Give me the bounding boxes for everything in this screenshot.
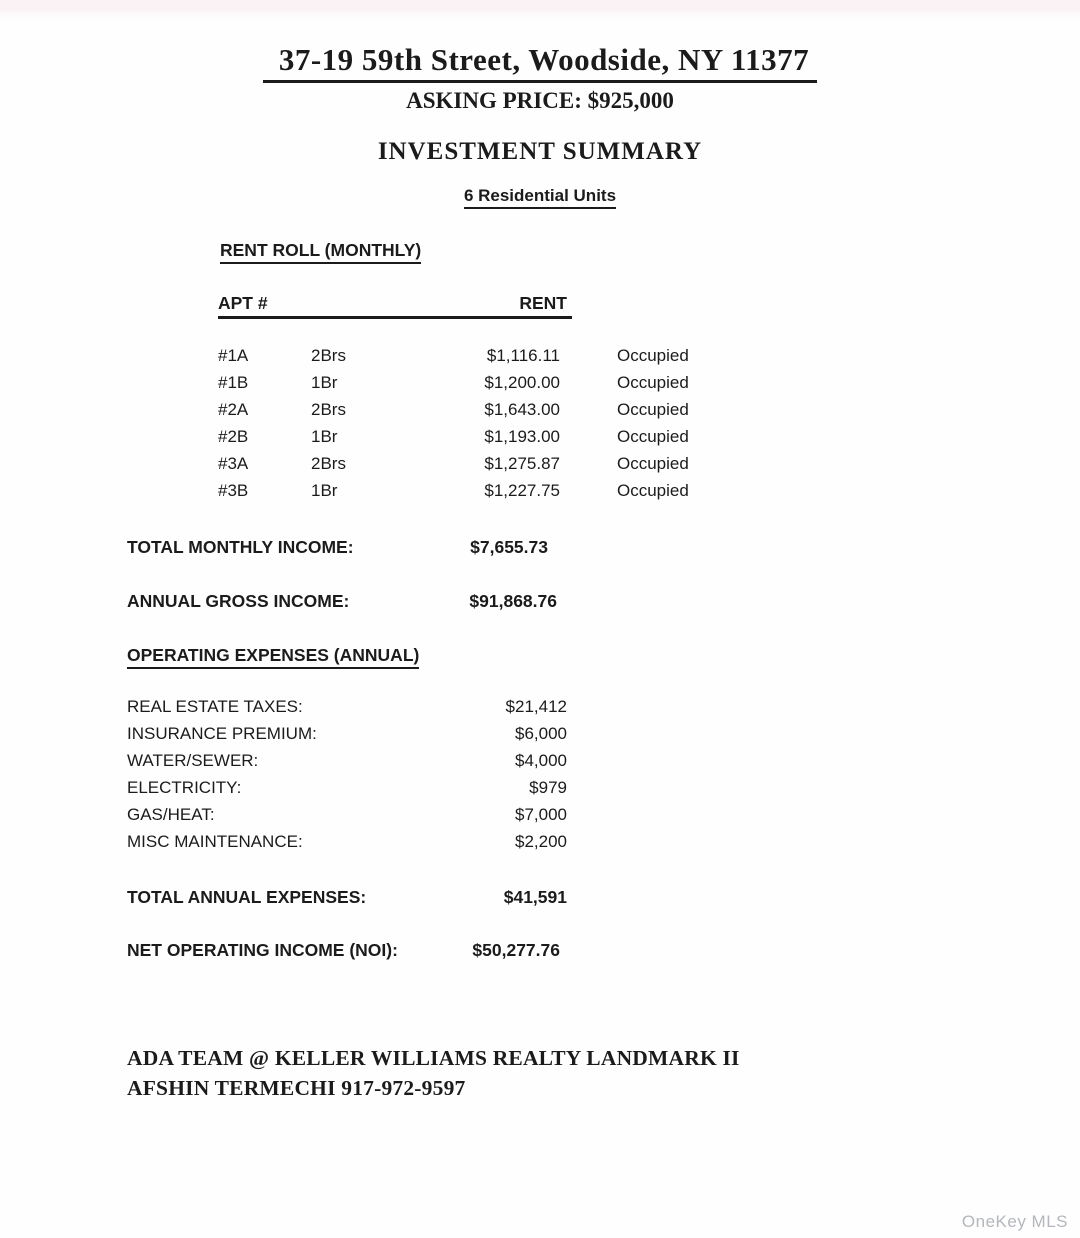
expense-label: WATER/SEWER: — [127, 751, 259, 770]
apt-number: #2A — [218, 400, 249, 419]
broker-info — [127, 1043, 740, 1103]
unit-type: 2Brs — [311, 400, 346, 419]
apt-number: #2B — [218, 427, 249, 446]
total-monthly-income-label: TOTAL MONTHLY INCOME: — [127, 537, 354, 557]
rent-amount: $1,193.00 — [484, 427, 560, 446]
table-header-rule — [218, 316, 572, 319]
occupancy-status: Occupied — [617, 427, 689, 446]
expense-value: $7,000 — [515, 805, 567, 824]
units-heading-wrap — [0, 186, 1080, 209]
net-operating-income-value: $50,277.76 — [472, 940, 560, 960]
total-annual-expenses-value: $41,591 — [503, 887, 567, 907]
operating-expenses-heading: OPERATING EXPENSES (ANNUAL) — [127, 645, 419, 669]
unit-type: 1Br — [311, 373, 338, 392]
apt-number: #3B — [218, 481, 249, 500]
table-row — [0, 481, 1080, 505]
unit-type: 2Brs — [311, 454, 346, 473]
expense-value: $21,412 — [505, 697, 567, 716]
expense-label: GAS/HEAT: — [127, 805, 215, 824]
table-row — [0, 427, 1080, 451]
apt-number: #1B — [218, 373, 249, 392]
annual-gross-income-value: $91,868.76 — [469, 591, 557, 611]
occupancy-status: Occupied — [617, 346, 689, 365]
expense-label: INSURANCE PREMIUM: — [127, 724, 317, 743]
net-operating-income-label: NET OPERATING INCOME (NOI): — [127, 940, 398, 960]
unit-type: 1Br — [311, 427, 338, 446]
expense-label: ELECTRICITY: — [127, 778, 242, 797]
occupancy-status: Occupied — [617, 400, 689, 419]
table-row — [0, 346, 1080, 370]
apt-number: #1A — [218, 346, 249, 365]
page-title: 37-19 59th Street, Woodside, NY 11377 — [263, 42, 817, 83]
column-header-apt: APT # — [218, 293, 268, 313]
expense-value: $979 — [529, 778, 567, 797]
apt-number: #3A — [218, 454, 249, 473]
annual-gross-income-label: ANNUAL GROSS INCOME: — [127, 591, 350, 611]
expense-label: MISC MAINTENANCE: — [127, 832, 303, 851]
occupancy-status: Occupied — [617, 481, 689, 500]
rent-roll-heading: RENT ROLL (MONTHLY) — [220, 240, 421, 264]
total-annual-expenses-label: TOTAL ANNUAL EXPENSES: — [127, 887, 367, 907]
broker-contact-line: AFSHIN TERMECHI 917-972-9597 — [127, 1076, 466, 1100]
rent-amount: $1,200.00 — [484, 373, 560, 392]
scan-top-band — [0, 0, 1080, 20]
investment-summary-heading: INVESTMENT SUMMARY — [377, 138, 703, 165]
units-heading: 6 Residential Units — [464, 186, 616, 209]
expense-label: REAL ESTATE TAXES: — [127, 697, 303, 716]
expense-value: $6,000 — [515, 724, 567, 743]
broker-team-line: ADA TEAM @ KELLER WILLIAMS REALTY LANDMARK II — [127, 1046, 740, 1070]
rent-amount: $1,643.00 — [484, 400, 560, 419]
rent-amount: $1,116.11 — [486, 346, 560, 365]
expense-value: $4,000 — [515, 751, 567, 770]
page-title-wrap — [0, 42, 1080, 83]
onekey-mls-watermark: OneKey MLS — [961, 1212, 1068, 1231]
table-row — [0, 373, 1080, 397]
table-row — [0, 400, 1080, 424]
expense-value: $2,200 — [515, 832, 567, 851]
asking-price: ASKING PRICE: $925,000 — [406, 88, 674, 113]
occupancy-status: Occupied — [617, 373, 689, 392]
unit-type: 1Br — [311, 481, 338, 500]
rent-amount: $1,227.75 — [484, 481, 560, 500]
column-header-rent: RENT — [519, 293, 567, 313]
rent-amount: $1,275.87 — [484, 454, 560, 473]
unit-type: 2Brs — [311, 346, 346, 365]
total-monthly-income-value: $7,655.73 — [470, 537, 548, 557]
table-row — [0, 454, 1080, 478]
occupancy-status: Occupied — [617, 454, 689, 473]
